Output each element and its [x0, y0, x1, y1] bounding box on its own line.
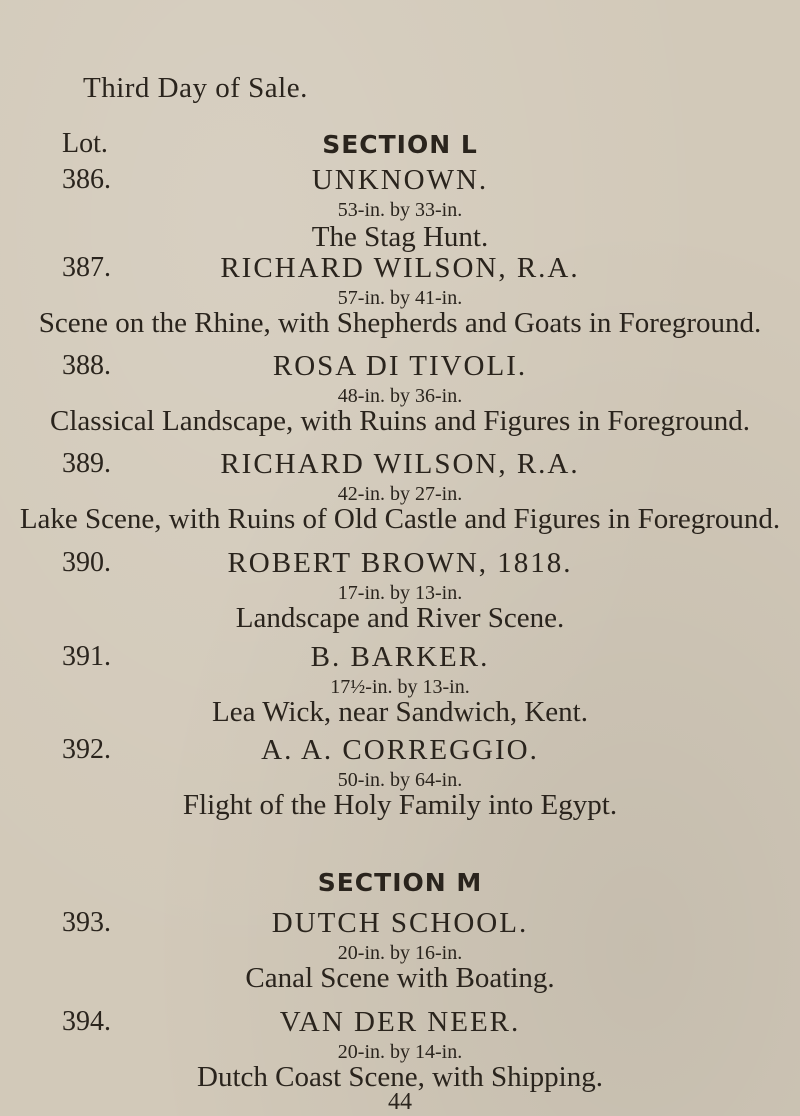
lot-dimensions: 20-in. by 16-in. — [337, 942, 463, 964]
lot-number: 386. — [62, 164, 111, 195]
lot-artist: UNKNOWN. — [311, 164, 489, 196]
running-head: Third Day of Sale. — [83, 72, 308, 104]
section-l-heading: SECTION L — [322, 130, 478, 159]
lot-column-label: Lot. — [62, 128, 108, 159]
lot-number: 390. — [62, 547, 111, 578]
lot-dimensions: 50-in. by 64-in. — [337, 769, 463, 791]
lot-artist: VAN DER NEER. — [279, 1006, 521, 1038]
lot-title: Lake Scene, with Ruins of Old Castle and Figures in Foreground. — [19, 503, 781, 535]
page-number: 44 — [388, 1089, 412, 1115]
lot-artist: A. A. CORREGGIO. — [261, 734, 539, 766]
lot-title: Flight of the Holy Family into Egypt. — [182, 789, 618, 821]
lot-dimensions: 42-in. by 27-in. — [337, 483, 463, 505]
lot-dimensions: 48-in. by 36-in. — [337, 385, 463, 407]
lot-number: 391. — [62, 641, 111, 672]
lot-artist: RICHARD WILSON, R.A. — [220, 448, 580, 480]
lot-title: Landscape and River Scene. — [235, 602, 565, 634]
lot-dimensions: 17-in. by 13-in. — [337, 582, 463, 604]
lot-title: Dutch Coast Scene, with Shipping. — [197, 1061, 603, 1093]
lot-artist: ROBERT BROWN, 1818. — [227, 547, 573, 579]
lot-title: Lea Wick, near Sandwich, Kent. — [212, 696, 588, 728]
lot-title: The Stag Hunt. — [311, 221, 489, 253]
lot-number: 393. — [62, 907, 111, 938]
lot-number: 394. — [62, 1006, 111, 1037]
lot-dimensions: 17½-in. by 13-in. — [330, 676, 470, 698]
lot-dimensions: 20-in. by 14-in. — [337, 1041, 463, 1063]
lot-title: Scene on the Rhine, with Shepherds and Goats in Foreground. — [38, 307, 762, 339]
lot-number: 392. — [62, 734, 111, 765]
lot-dimensions: 57-in. by 41-in. — [337, 287, 463, 309]
lot-artist: ROSA DI TIVOLI. — [272, 350, 528, 382]
lot-title: Classical Landscape, with Ruins and Figures in Foreground. — [50, 405, 750, 437]
section-m-heading: SECTION M — [317, 868, 483, 897]
lot-number: 389. — [62, 448, 111, 479]
lot-number: 387. — [62, 252, 111, 283]
lot-artist: DUTCH SCHOOL. — [271, 907, 529, 939]
lot-artist: B. BARKER. — [310, 641, 490, 673]
lot-artist: RICHARD WILSON, R.A. — [220, 252, 580, 284]
lot-dimensions: 53-in. by 33-in. — [337, 199, 463, 221]
lot-title: Canal Scene with Boating. — [245, 962, 555, 994]
lot-number: 388. — [62, 350, 111, 381]
